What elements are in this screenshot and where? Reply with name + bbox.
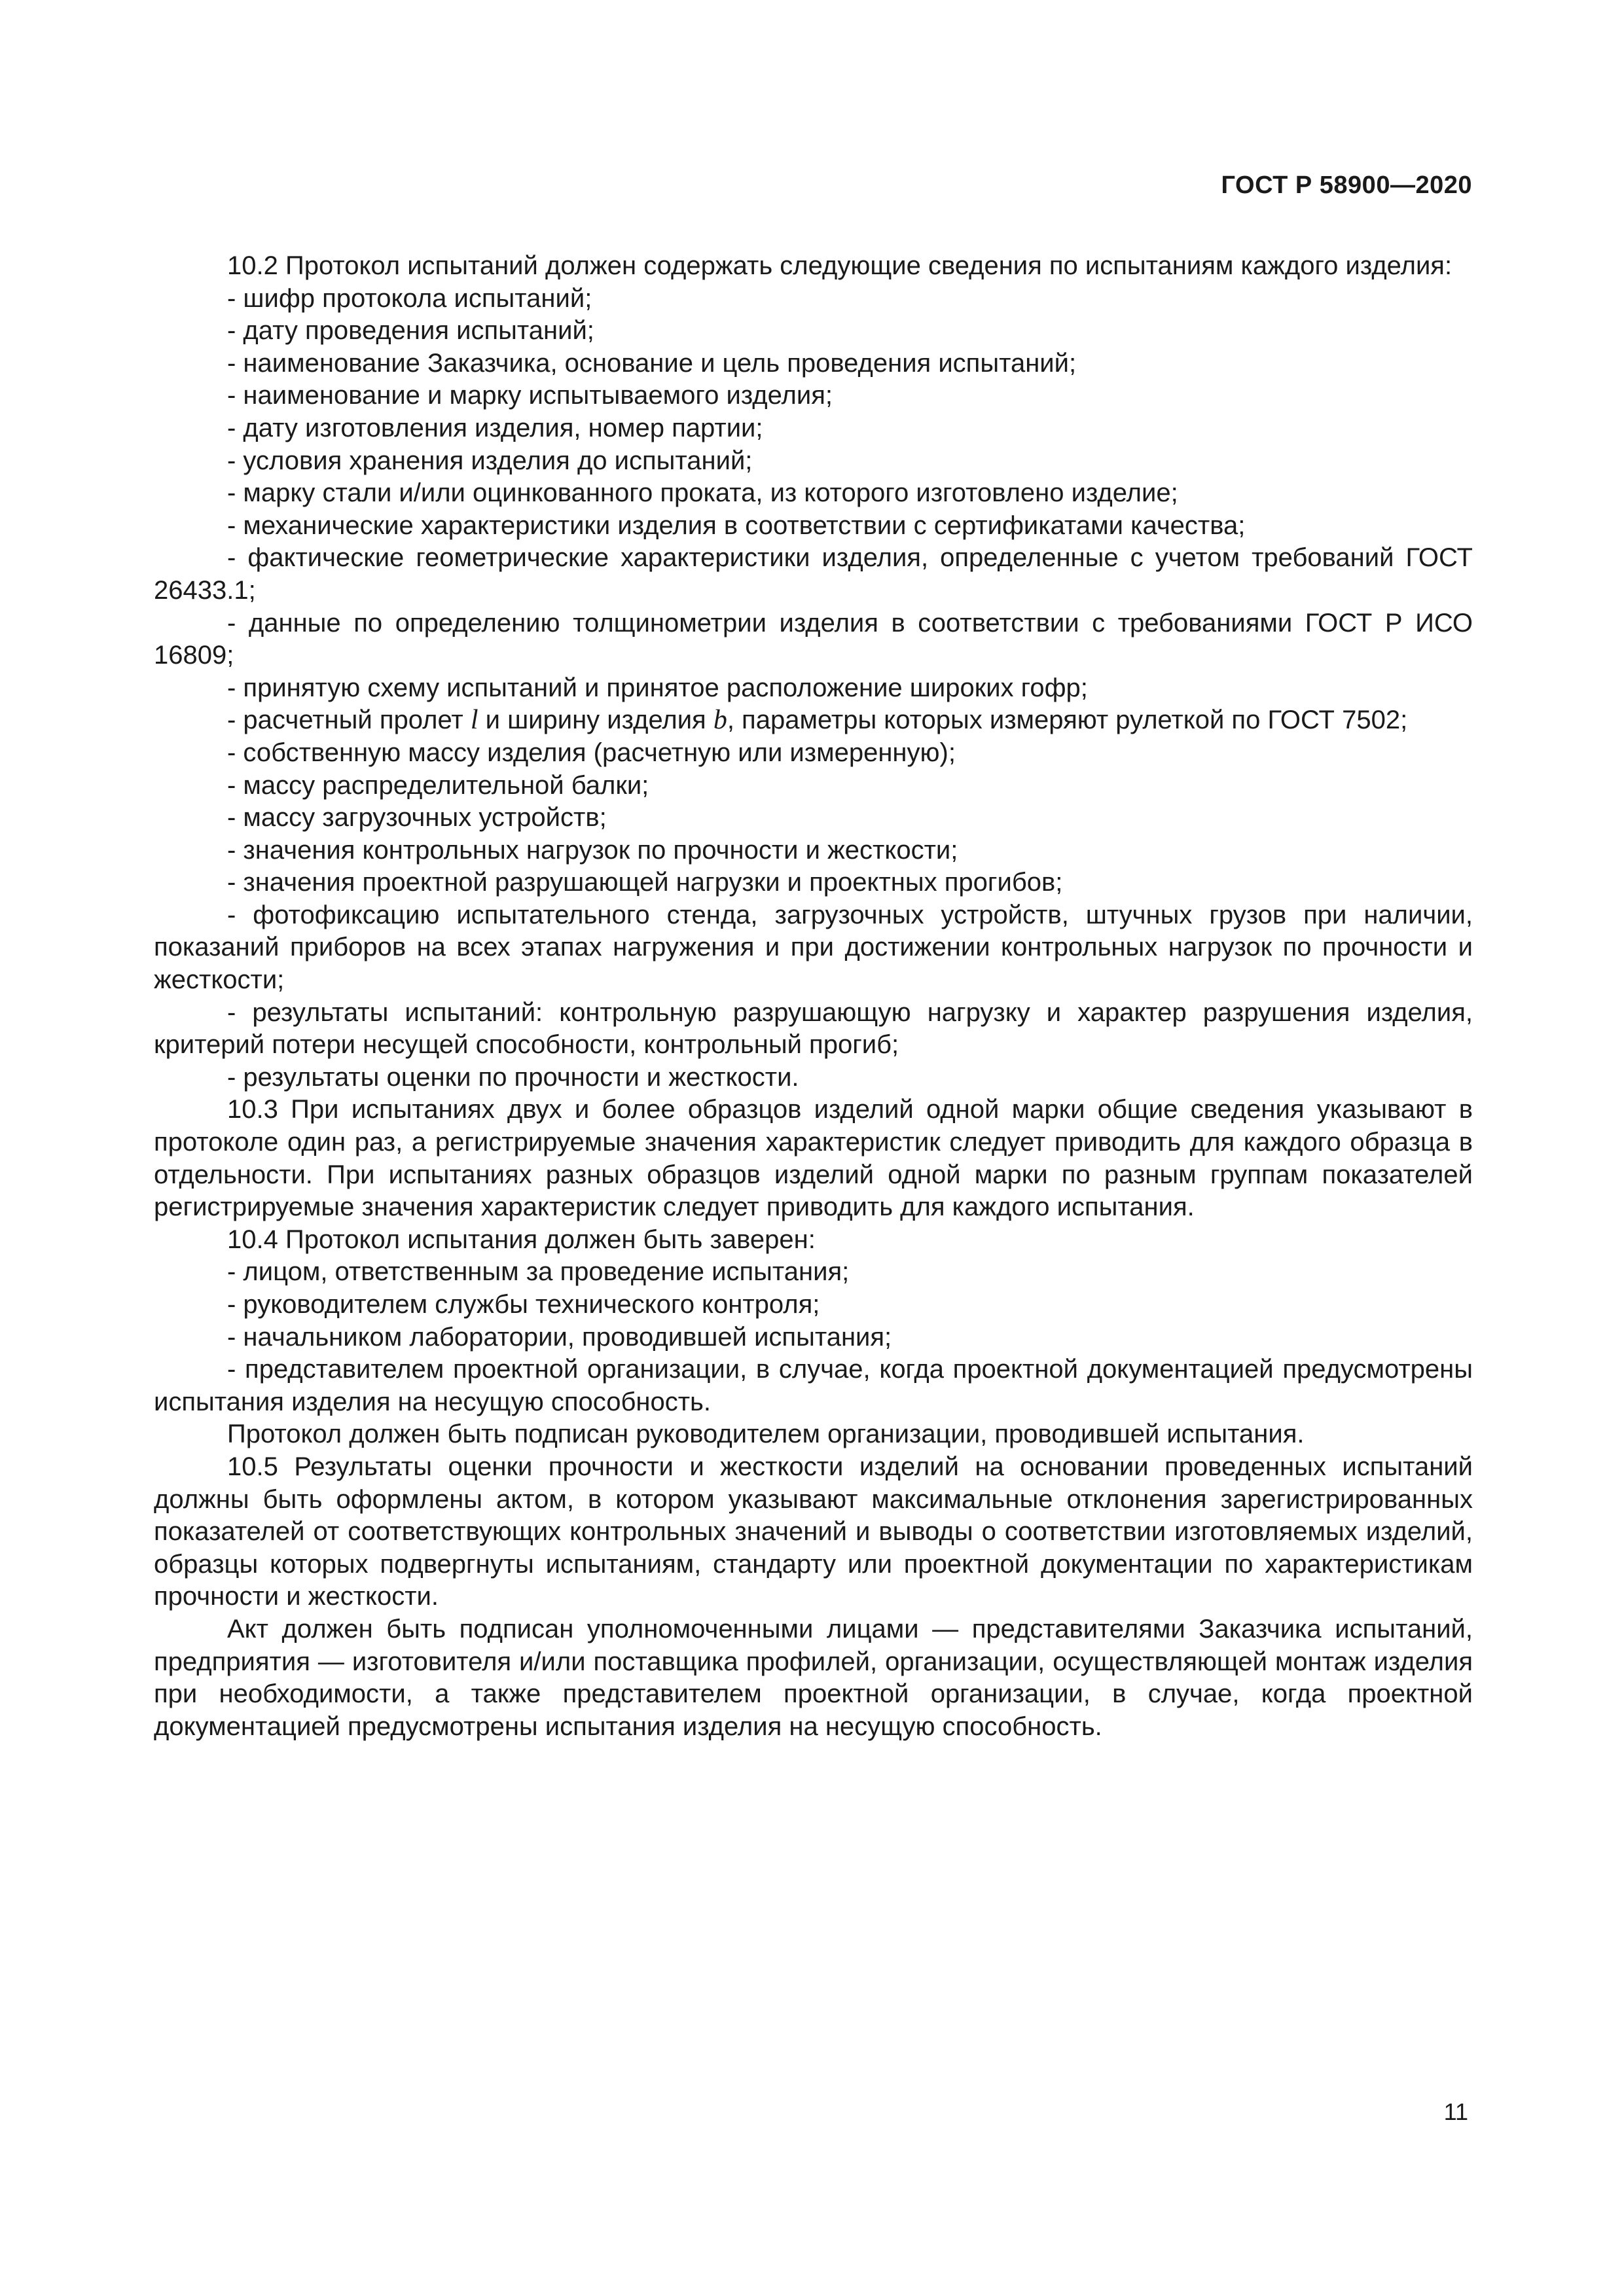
list-item: - массу загрузочных устройств; [227,803,607,833]
list-item: - результаты испытаний: контрольную разрушающую нагрузку и характер разрушения изделия, критерий потери несущей способности, контрольный прогиб; [154,997,1473,1060]
section-10-3: 10.3 При испытаниях двух и более образцов изделий одной марки общие сведения указывают в протоколе один раз, а регистрируемые значения характеристик следует приводить для каждого образца в отдельности. При испытаниях разных образцов изделий одной марки по разным группам показателей регистрируемые значения характеристик следует приводить для каждого испытания. [154,1095,1473,1222]
section-10-4-intro: 10.4 Протокол испытания должен быть заверен: [227,1225,816,1254]
list-item: - данные по определению толщинометрии изделия в соответствии с требованиями ГОСТ Р ИСО 16809; [154,608,1473,670]
list-item: - начальником лаборатории, проводившей испытания; [227,1322,892,1352]
list-item: - механические характеристики изделия в соответствии с сертификатами качества; [227,511,1246,540]
list-item: - дату изготовления изделия, номер партии; [227,413,763,442]
list-item: - условия хранения изделия до испытаний; [227,446,753,475]
section-10-4-signature: Протокол должен быть подписан руководителем организации, проводившей испытания. [227,1420,1305,1449]
list-item: - дату проведения испытаний; [227,316,594,346]
list-item: - руководителем службы технического контроля; [227,1290,820,1319]
span-item-part1: - расчетный пролет [227,706,471,735]
list-item: - марку стали и/или оцинкованного проката, из которого изготовлено изделие; [227,478,1178,508]
list-item: - фактические геометрические характеристики изделия, определенные с учетом требований ГОСТ 26433.1; [154,543,1473,605]
list-item: - результаты оценки по прочности и жесткости. [227,1062,799,1092]
section-10-5-act: Акт должен быть подписан уполномоченными лицами — представителями Заказчика испытаний, предприятия — изготовителя и/или поставщика профилей, организации, осуществляющей монтаж изделия при необходимости, а также представителем проектной организации, в случае, когда проектной документацией предусмотрены испытания изделия на несущую способность. [154,1614,1473,1741]
page-number: 11 [1443,2098,1468,2125]
list-item: - шифр протокола испытаний; [227,283,592,313]
list-item: - представителем проектной организации, в случае, когда проектной документацией предусмотрены испытания изделия на несущую способность. [154,1355,1473,1416]
list-item: - наименование и марку испытываемого изделия; [227,381,833,410]
span-item-part2: и ширину изделия [478,706,713,735]
list-item: - наименование Заказчика, основание и цель проведения испытаний; [227,348,1077,378]
list-item: - лицом, ответственным за проведение испытания; [227,1257,850,1287]
span-item-part3: , параметры которых измеряют рулеткой по ГОСТ 7502; [727,706,1408,735]
section-10-5: 10.5 Результаты оценки прочности и жесткости изделий на основании проведенных испытаний должны быть оформлены актом, в котором указывают максимальные отклонения зарегистрированных показателей от соответствующих контрольных значений и выводы о соответствии изготовляемых изделий, образцы которых подвергнуты испытаниям, стандарту или проектной документации по характеристикам прочности и жесткости. [154,1452,1473,1611]
document-standard-code: ГОСТ Р 58900—2020 [1221,171,1472,199]
list-item: - фотофиксацию испытательного стенда, загрузочных устройств, штучных грузов при наличии, показаний приборов на всех этапах нагружения и при достижении контрольных нагрузок по прочности и жесткости; [154,900,1473,995]
list-item: - значения контрольных нагрузок по прочности и жесткости; [227,835,958,865]
list-item: - собственную массу изделия (расчетную или измеренную); [227,738,956,767]
variable-l: l [470,705,478,736]
section-10-2-intro: 10.2 Протокол испытаний должен содержать следующие сведения по испытаниям каждого изделия: [227,251,1453,280]
list-item: - значения проектной разрушающей нагрузки и проектных прогибов; [227,868,1063,897]
list-item: - массу распределительной балки; [227,770,649,800]
variable-b: b [713,705,727,736]
document-body [154,250,1473,1743]
list-item: - принятую схему испытаний и принятое расположение широких гофр; [227,673,1088,702]
list-item-span-width [154,704,1473,737]
